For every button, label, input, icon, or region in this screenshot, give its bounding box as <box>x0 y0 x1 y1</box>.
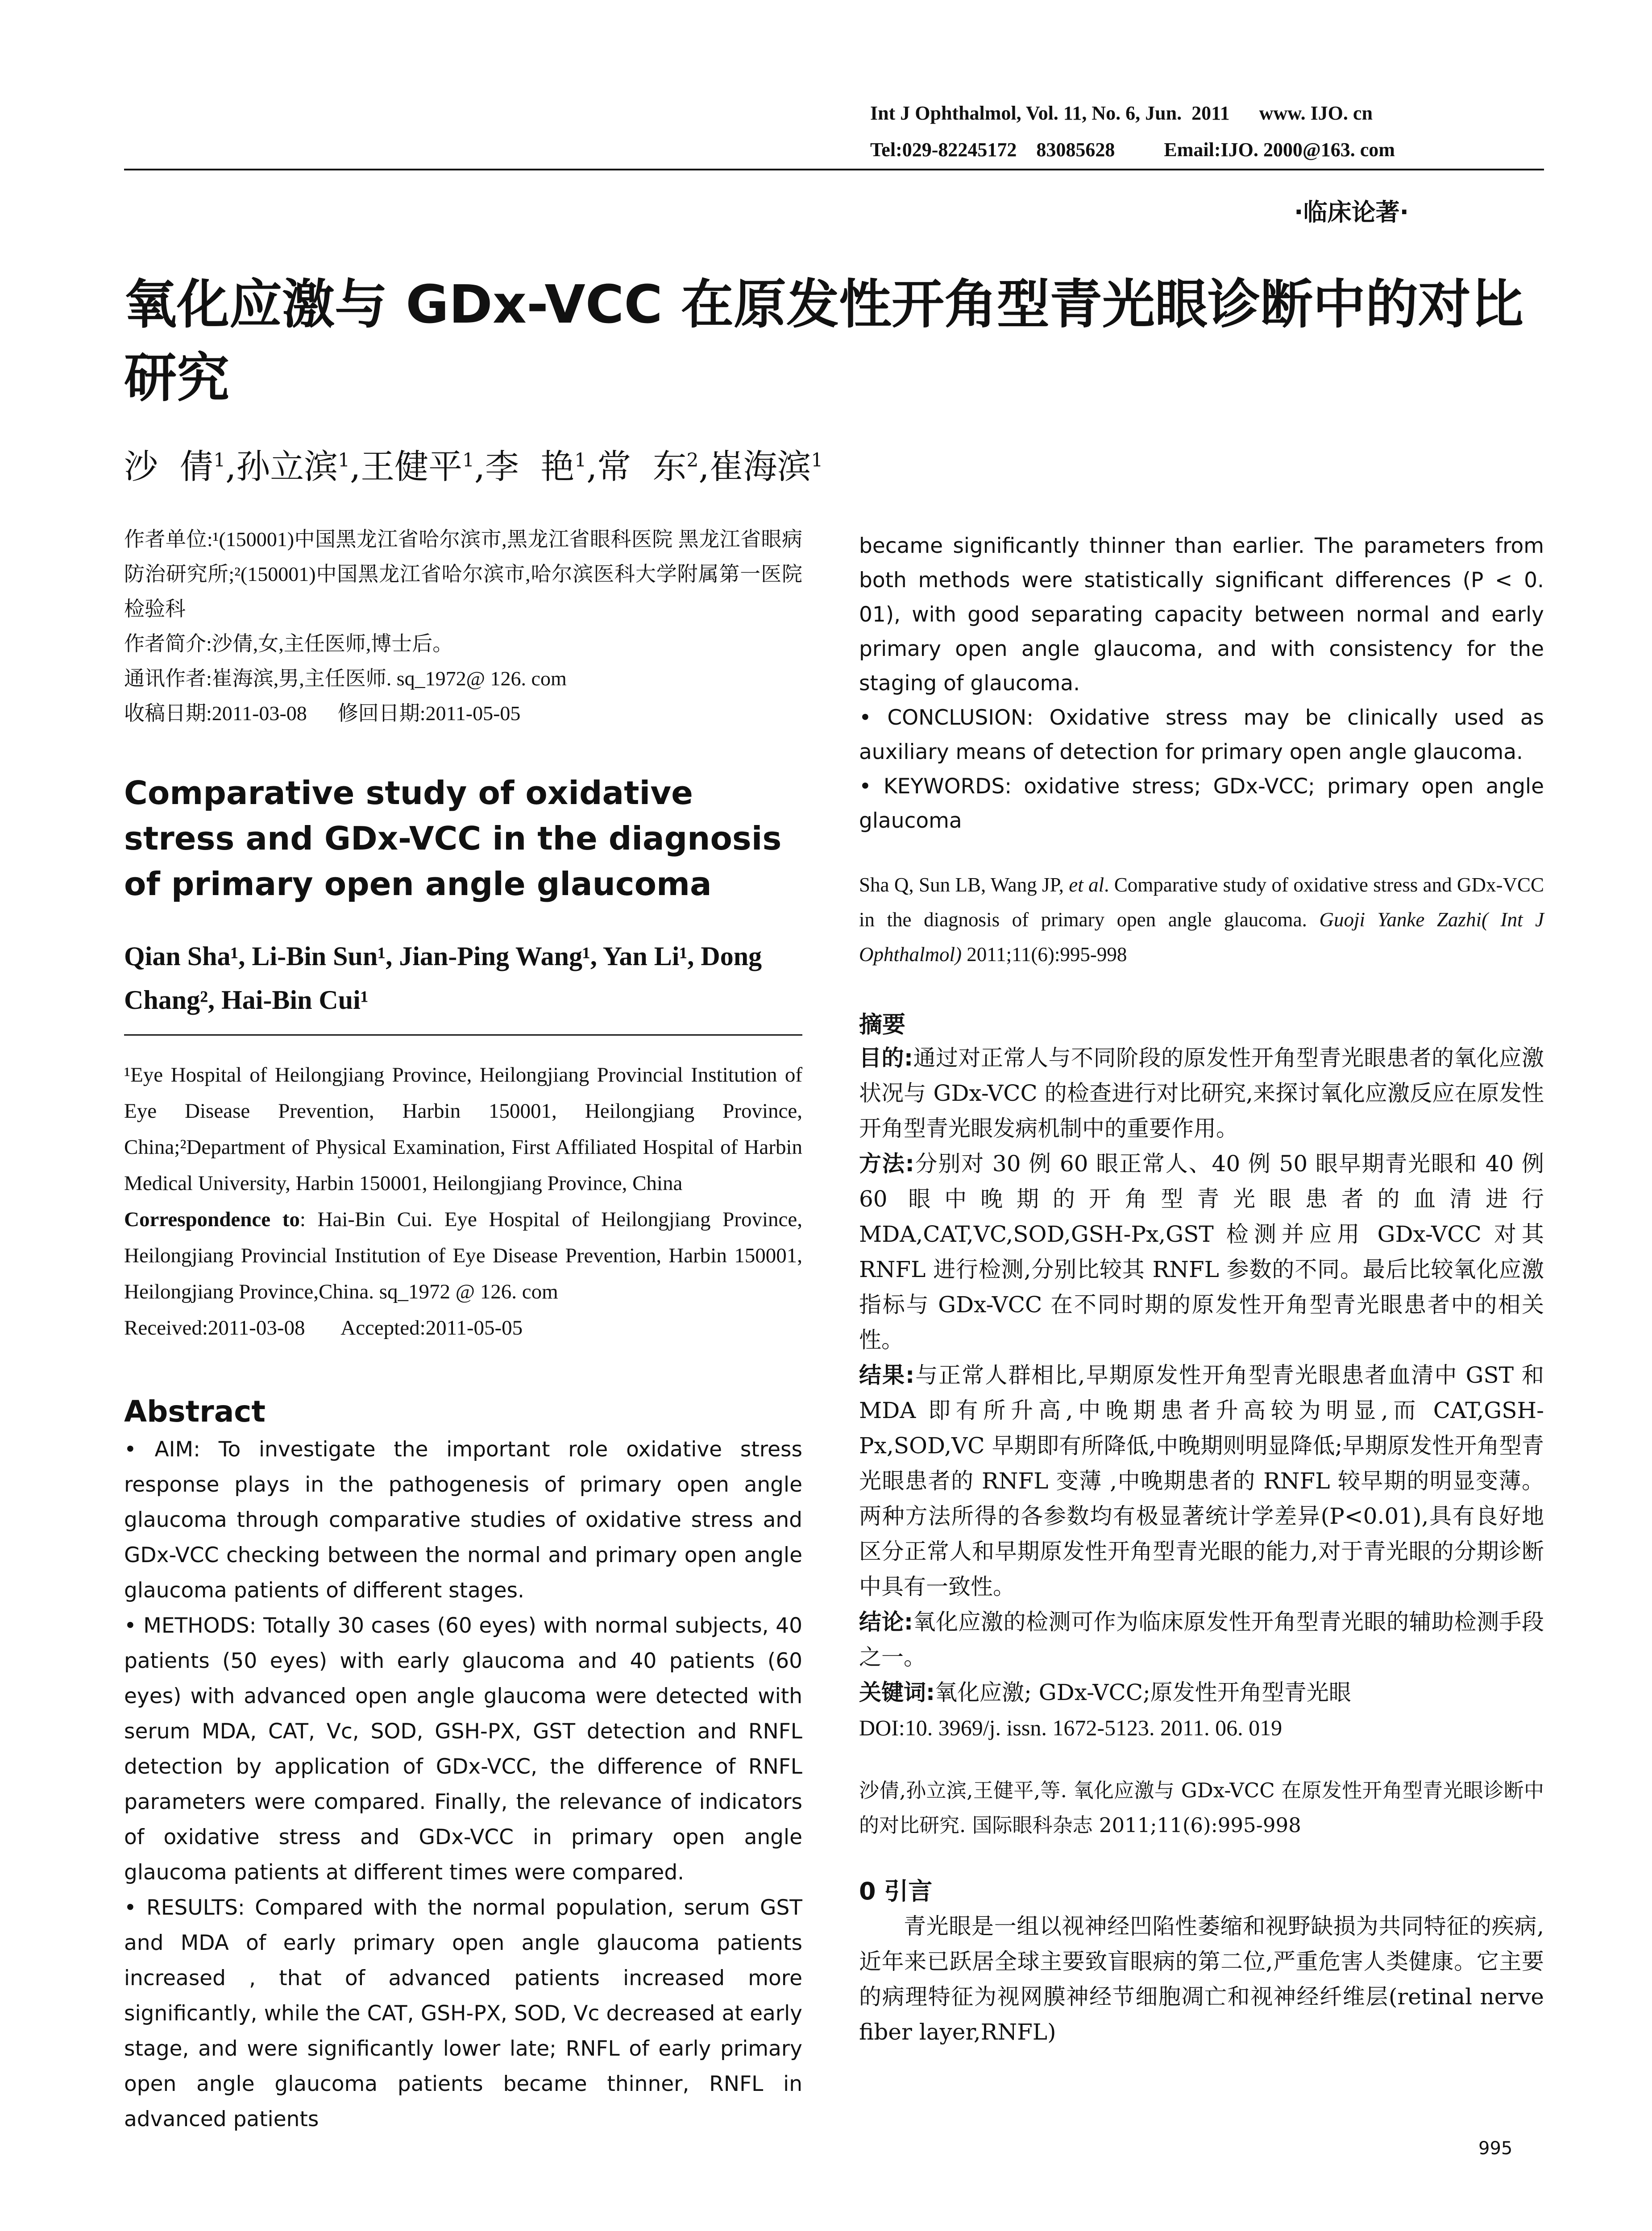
journal-contact-line: Tel:029-82245172 83085628 Email:IJO. 2000@163. com <box>870 139 1395 161</box>
abstract-results: • RESULTS: Compared with the normal population, serum GST and MDA of early primary open angle glaucoma patients increased , that of advanced patients increased more significantly, while the CAT, GSH-PX, SOD, Vc decreased at early stage, and were significantly lower late; RNFL of early primary open angle glaucoma patients became thinner, RNFL in advanced patients <box>124 1895 802 2131</box>
abstract-aim: • AIM: To investigate the important role oxidative stress response plays in the pathogenesis of primary open angle glaucoma through comparative studies of oxidative stress and GDx-VCC checking between the normal and primary open angle glaucoma patients of different stages. <box>124 1437 802 1603</box>
abstract-heading: Abstract <box>124 1394 266 1429</box>
right-column <box>859 529 1544 2050</box>
zh-conclusion: 结论:氧化应激的检测可作为临床原发性开角型青光眼的辅助检测手段之一。 <box>859 1609 1544 1670</box>
intro-heading: 0 引言 <box>859 1877 933 1905</box>
abstract-en-left <box>124 1432 802 2137</box>
zh-methods: 方法:分别对 30 例 60 眼正常人、40 例 50 眼早期青光眼和 40 例 60 眼中晚期的开角型青光眼患者的血清进行 MDA,CAT,VC,SOD,GSH-Px,GST 检测并应用 GDx-VCC 对其 RNFL 进行检测,分别比较其 RNFL 参数的不同。最后比较氧化应激指标与 GDx-VCC 在不同时期的原发性开角型青光眼患者中的相关性。 <box>859 1151 1544 1353</box>
doi: DOI:10. 3969/j. issn. 1672-5123. 2011. 06. 019 <box>859 1715 1283 1740</box>
author-units: 作者单位:¹(150001)中国黑龙江省哈尔滨市,黑龙江省眼科医院 黑龙江省眼病防治研究所;²(150001)中国黑龙江省哈尔滨市,哈尔滨医科大学附属第一医院检验科 <box>124 528 802 620</box>
affiliation-en-text: ¹Eye Hospital of Heilongjiang Province, Heilongjiang Provincial Institution of Eye Disease Prevention, Harbin 150001, Heilongjiang Province, China;²Department of Physical Examination, First Affiliated Hospital of Harbin Medical University, Harbin 150001, Heilongjiang Province, China <box>124 1063 802 1195</box>
section-tag: ·临床论著· <box>1294 198 1409 226</box>
correspondence-text: : Hai-Bin Cui. Eye Hospital of Heilongjiang Province, Heilongjiang Provincial Institution of Eye Disease Prevention, Harbin 150001, Heilongjiang Province,China. sq_1972 @ 126. com <box>124 1208 802 1303</box>
zh-keywords: 关键词:氧化应激; GDx-VCC;原发性开角型青光眼 <box>859 1679 1351 1705</box>
abstract-conclusion: • CONCLUSION: Oxidative stress may be clinically used as auxiliary means of detection for primary open angle glaucoma. <box>859 705 1544 764</box>
citation-zh: 沙倩,孙立滨,王健平,等. 氧化应激与 GDx-VCC 在原发性开角型青光眼诊断中的对比研究. 国际眼科杂志 2011;11(6):995-998 <box>859 1779 1544 1837</box>
abstract-methods: • METHODS: Totally 30 cases (60 eyes) with normal subjects, 40 patients (50 eyes) with early glaucoma and 40 patients (60 eyes) with advanced open angle glaucoma were detected with serum MDA, CAT, Vc, SOD, GSH-PX, GST detection and RNFL detection by application of GDx-VCC, the difference of RNFL parameters were compared. Finally, the relevance of indicators of oxidative stress and GDx-VCC in primary open angle glaucoma patients at different times were compared. <box>124 1613 802 1885</box>
journal-header-line: Int J Ophthalmol, Vol. 11, No. 6, Jun. 2011 www. IJO. cn <box>870 102 1373 124</box>
affiliation-zh <box>124 522 802 731</box>
citation-en: Sha Q, Sun LB, Wang JP, et al. Comparative study of oxidative stress and GDx-VCC in the diagnosis of primary open angle glaucoma. Guoji Yanke Zazhi( Int J Ophthalmol) 2011;11(6):995-998 <box>859 874 1544 966</box>
zh-results: 结果:与正常人群相比,早期原发性开角型青光眼患者血清中 GST 和 MDA 即有所升高,中晚期患者升高较为明显,而 CAT,GSH-Px,SOD,VC 早期即有所降低,中晚期则明显降低;早期原发性开角型青光眼患者的 RNFL 变薄 ,中晚期患者的 RNFL 较早期的明显变薄。两种方法所得的各参数均有极显著统计学差异(P<0.01),具有良好地区分正常人和早期原发性开角型青光眼的能力,对于青光眼的分期诊断中具有一致性。 <box>859 1362 1544 1600</box>
page-number: 995 <box>1478 2138 1513 2159</box>
left-column <box>124 522 802 2137</box>
correspondence-zh: 通讯作者:崔海滨,男,主任医师. sq_1972@ 126. com <box>124 667 567 690</box>
dates-zh: 收稿日期:2011-03-08 修回日期:2011-05-05 <box>124 702 521 725</box>
received-dates: Received:2011-03-08 Accepted:2011-05-05 <box>124 1316 523 1339</box>
zh-abstract-heading: 摘要 <box>859 1012 906 1038</box>
abstract-en-right <box>859 529 1544 838</box>
author-rule <box>124 1034 802 1036</box>
abstract-keywords: • KEYWORDS: oxidative stress; GDx-VCC; primary open angle glaucoma <box>859 774 1544 833</box>
correspondence-label: Correspondence to <box>124 1208 300 1231</box>
paper-title: 氧化应激与 GDx-VCC 在原发性开角型青光眼诊断中的对比研究 <box>124 274 1523 409</box>
intro-paragraph: 青光眼是一组以视神经凹陷性萎缩和视野缺损为共同特征的疾病,近年来已跃居全球主要致盲眼病的第二位,严重危害人类健康。它主要的病理特征为视网膜神经节细胞凋亡和视神经纤维层(retinal nerve fiber layer,RNFL) <box>859 1913 1544 2045</box>
author-list-en: Qian Sha¹, Li-Bin Sun¹, Jian-Ping Wang¹, Yan Li¹, Dong Chang², Hai-Bin Cui¹ <box>124 941 762 1015</box>
header-rule <box>124 169 1544 170</box>
english-title: Comparative study of oxidative stress and GDx-VCC in the diagnosis of primary open angle glaucoma <box>124 774 782 903</box>
zh-aim: 目的:通过对正常人与不同阶段的原发性开角型青光眼患者的氧化应激状况与 GDx-VCC 的检查进行对比研究,来探讨氧化应激反应在原发性开角型青光眼发病机制中的重要作用。 <box>859 1045 1544 1141</box>
correspondence-en <box>124 1202 802 1310</box>
author-bio: 作者简介:沙倩,女,主任医师,博士后。 <box>124 632 453 655</box>
affiliation-en <box>124 1057 802 1310</box>
abstract-results-cont: became significantly thinner than earlier. The parameters from both methods were statistically significant differences (P < 0. 01), with good separating capacity between normal and early primary open angle glaucoma, and with consistency for the staging of glaucoma. <box>859 534 1544 696</box>
author-list-zh: 沙 倩$^1$,孙立滨$^1$,王健平$^1$,李 艳$^1$,常 东$^2$,崔海滨$^1$ <box>124 447 823 486</box>
zh-abstract <box>859 1041 1544 1710</box>
